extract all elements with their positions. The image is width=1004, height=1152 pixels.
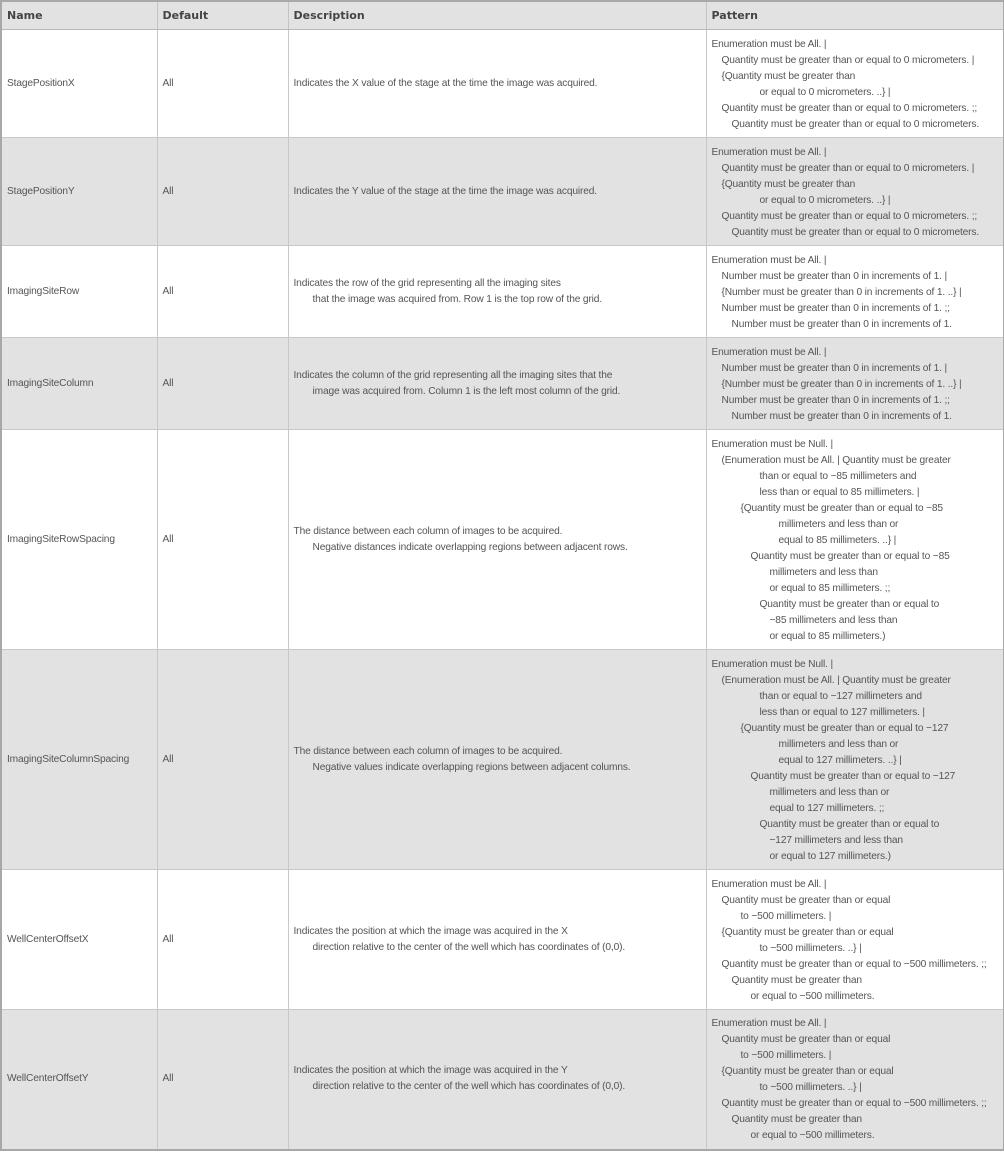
pattern-line: {Quantity must be greater than xyxy=(721,70,856,82)
description-line: Indicates the row of the grid representing all the imaging sites xyxy=(293,277,561,289)
pattern-line: millimeters and less than or xyxy=(769,786,890,798)
cell-name: ImagingSiteRow xyxy=(1,246,157,338)
pattern-line: {Number must be greater than 0 in increments of 1. ..} | xyxy=(721,286,962,298)
pattern-line: Number must be greater than 0 in increments of 1. xyxy=(731,410,952,422)
pattern-line: or equal to −500 millimeters. xyxy=(750,990,875,1002)
pattern-line: to −500 millimeters. | xyxy=(740,1050,832,1062)
cell-name: ImagingSiteColumnSpacing xyxy=(1,650,157,870)
description-line: The distance between each column of images to be acquired. xyxy=(293,745,563,757)
description-line: Negative distances indicate overlapping regions between adjacent rows. xyxy=(312,541,628,553)
cell-pattern xyxy=(706,1010,1004,1150)
pattern-line: than or equal to −85 millimeters and xyxy=(759,470,917,482)
cell-pattern xyxy=(706,30,1004,138)
cell-default: All xyxy=(157,650,288,870)
pattern-line: Quantity must be greater than or equal to xyxy=(759,818,940,830)
pattern-line: Quantity must be greater than or equal to 0 micrometers. | xyxy=(721,162,975,174)
pattern-line: (Enumeration must be All. | Quantity must be greater xyxy=(721,674,951,686)
header-description: Description xyxy=(288,1,706,30)
cell-description xyxy=(288,338,706,430)
description-line: Indicates the position at which the image was acquired in the X xyxy=(293,925,568,937)
pattern-line: Enumeration must be All. | xyxy=(711,38,827,50)
pattern-line: or equal to −500 millimeters. xyxy=(750,1130,875,1142)
cell-default: All xyxy=(157,30,288,138)
pattern-line: {Quantity must be greater than or equal to −127 xyxy=(740,722,949,734)
pattern-line: −127 millimeters and less than xyxy=(769,834,903,846)
cell-description xyxy=(288,1010,706,1150)
pattern-line: {Number must be greater than 0 in increments of 1. ..} | xyxy=(721,378,962,390)
cell-description xyxy=(288,246,706,338)
table-row xyxy=(1,870,1004,1010)
cell-description xyxy=(288,650,706,870)
description-line: direction relative to the center of the well which has coordinates of (0,0). xyxy=(312,941,626,953)
table-row xyxy=(1,138,1004,246)
pattern-line: Number must be greater than 0 in increments of 1. ;; xyxy=(721,302,950,314)
description-line: that the image was acquired from. Row 1 is the top row of the grid. xyxy=(312,293,602,305)
pattern-line: (Enumeration must be All. | Quantity must be greater xyxy=(721,454,951,466)
description-line: Negative values indicate overlapping regions between adjacent columns. xyxy=(312,761,631,773)
pattern-line: Enumeration must be All. | xyxy=(711,254,827,266)
pattern-line: Quantity must be greater than or equal to −127 xyxy=(750,770,956,782)
pattern-line: Quantity must be greater than or equal to 0 micrometers. ;; xyxy=(721,210,978,222)
pattern-line: Enumeration must be All. | xyxy=(711,878,827,890)
cell-name: WellCenterOffsetY xyxy=(1,1010,157,1150)
cell-pattern xyxy=(706,138,1004,246)
pattern-line: Quantity must be greater than xyxy=(731,974,862,986)
pattern-line: Quantity must be greater than or equal to 0 micrometers. xyxy=(731,118,980,130)
cell-pattern xyxy=(706,870,1004,1010)
cell-default: All xyxy=(157,870,288,1010)
pattern-line: Quantity must be greater than or equal to −500 millimeters. ;; xyxy=(721,1098,987,1110)
pattern-line: or equal to 85 millimeters.) xyxy=(769,630,886,642)
description-line: Indicates the position at which the image was acquired in the Y xyxy=(293,1065,568,1077)
pattern-line: less than or equal to 85 millimeters. | xyxy=(759,486,920,498)
cell-default: All xyxy=(157,338,288,430)
cell-default: All xyxy=(157,430,288,650)
cell-default: All xyxy=(157,246,288,338)
pattern-line: or equal to 85 millimeters. ;; xyxy=(769,582,891,594)
description-line: direction relative to the center of the well which has coordinates of (0,0). xyxy=(312,1081,626,1093)
pattern-line: than or equal to −127 millimeters and xyxy=(759,690,922,702)
cell-pattern xyxy=(706,650,1004,870)
cell-pattern xyxy=(706,246,1004,338)
pattern-line: or equal to 0 micrometers. ..} | xyxy=(759,86,891,98)
cell-description xyxy=(288,30,706,138)
cell-pattern xyxy=(706,338,1004,430)
pattern-line: or equal to 127 millimeters.) xyxy=(769,850,891,862)
pattern-line: Quantity must be greater than or equal to 0 micrometers. ;; xyxy=(721,102,978,114)
cell-name: StagePositionX xyxy=(1,30,157,138)
pattern-line: equal to 127 millimeters. ;; xyxy=(769,802,885,814)
cell-description xyxy=(288,870,706,1010)
pattern-line: {Quantity must be greater than or equal xyxy=(721,926,894,938)
cell-description xyxy=(288,430,706,650)
cell-name: WellCenterOffsetX xyxy=(1,870,157,1010)
description-line: Indicates the Y value of the stage at the time the image was acquired. xyxy=(293,185,597,197)
pattern-line: Enumeration must be Null. | xyxy=(711,658,833,670)
pattern-line: Quantity must be greater than or equal xyxy=(721,1034,891,1046)
pattern-line: Quantity must be greater than or equal to −500 millimeters. ;; xyxy=(721,958,987,970)
pattern-line: {Quantity must be greater than or equal to −85 xyxy=(740,502,943,514)
pattern-line: Quantity must be greater than or equal xyxy=(721,894,891,906)
description-line: The distance between each column of images to be acquired. xyxy=(293,525,563,537)
pattern-line: {Quantity must be greater than or equal xyxy=(721,1066,894,1078)
table-row xyxy=(1,650,1004,870)
pattern-line: millimeters and less than xyxy=(769,566,878,578)
description-line: Indicates the X value of the stage at the time the image was acquired. xyxy=(293,77,598,89)
pattern-line: Enumeration must be All. | xyxy=(711,346,827,358)
pattern-line: Enumeration must be Null. | xyxy=(711,438,833,450)
pattern-line: equal to 85 millimeters. ..} | xyxy=(778,534,897,546)
cell-name: ImagingSiteRowSpacing xyxy=(1,430,157,650)
header-pattern: Pattern xyxy=(706,1,1004,30)
pattern-line: −85 millimeters and less than xyxy=(769,614,898,626)
pattern-line: Quantity must be greater than or equal to 0 micrometers. xyxy=(731,226,980,238)
pattern-line: millimeters and less than or xyxy=(778,518,899,530)
pattern-line: to −500 millimeters. ..} | xyxy=(759,1082,862,1094)
table-row xyxy=(1,246,1004,338)
cell-default: All xyxy=(157,138,288,246)
pattern-line: Enumeration must be All. | xyxy=(711,146,827,158)
pattern-line: Quantity must be greater than or equal to xyxy=(759,598,940,610)
pattern-line: millimeters and less than or xyxy=(778,738,899,750)
header-default: Default xyxy=(157,1,288,30)
pattern-line: to −500 millimeters. ..} | xyxy=(759,942,862,954)
pattern-line: less than or equal to 127 millimeters. | xyxy=(759,706,925,718)
cell-default: All xyxy=(157,1010,288,1150)
pattern-line: to −500 millimeters. | xyxy=(740,910,832,922)
description-line: image was acquired from. Column 1 is the left most column of the grid. xyxy=(312,385,621,397)
table-row xyxy=(1,30,1004,138)
pattern-line: Number must be greater than 0 in increments of 1. ;; xyxy=(721,394,950,406)
pattern-line: Number must be greater than 0 in increments of 1. xyxy=(731,318,952,330)
cell-pattern xyxy=(706,430,1004,650)
pattern-line: Enumeration must be All. | xyxy=(711,1018,827,1030)
pattern-line: Number must be greater than 0 in increments of 1. | xyxy=(721,270,947,282)
pattern-line: Quantity must be greater than or equal to 0 micrometers. | xyxy=(721,54,975,66)
description-line: Indicates the column of the grid representing all the imaging sites that the xyxy=(293,369,613,381)
table-row xyxy=(1,430,1004,650)
pattern-line: or equal to 0 micrometers. ..} | xyxy=(759,194,891,206)
header-name: Name xyxy=(1,1,157,30)
table-row xyxy=(1,1010,1004,1150)
pattern-line: Quantity must be greater than or equal to −85 xyxy=(750,550,950,562)
pattern-line: equal to 127 millimeters. ..} | xyxy=(778,754,902,766)
pattern-line: Number must be greater than 0 in increments of 1. | xyxy=(721,362,947,374)
table-row xyxy=(1,338,1004,430)
pattern-line: Quantity must be greater than xyxy=(731,1114,862,1126)
cell-name: StagePositionY xyxy=(1,138,157,246)
cell-name: ImagingSiteColumn xyxy=(1,338,157,430)
pattern-line: {Quantity must be greater than xyxy=(721,178,856,190)
table-header-row xyxy=(1,1,1004,30)
cell-description xyxy=(288,138,706,246)
